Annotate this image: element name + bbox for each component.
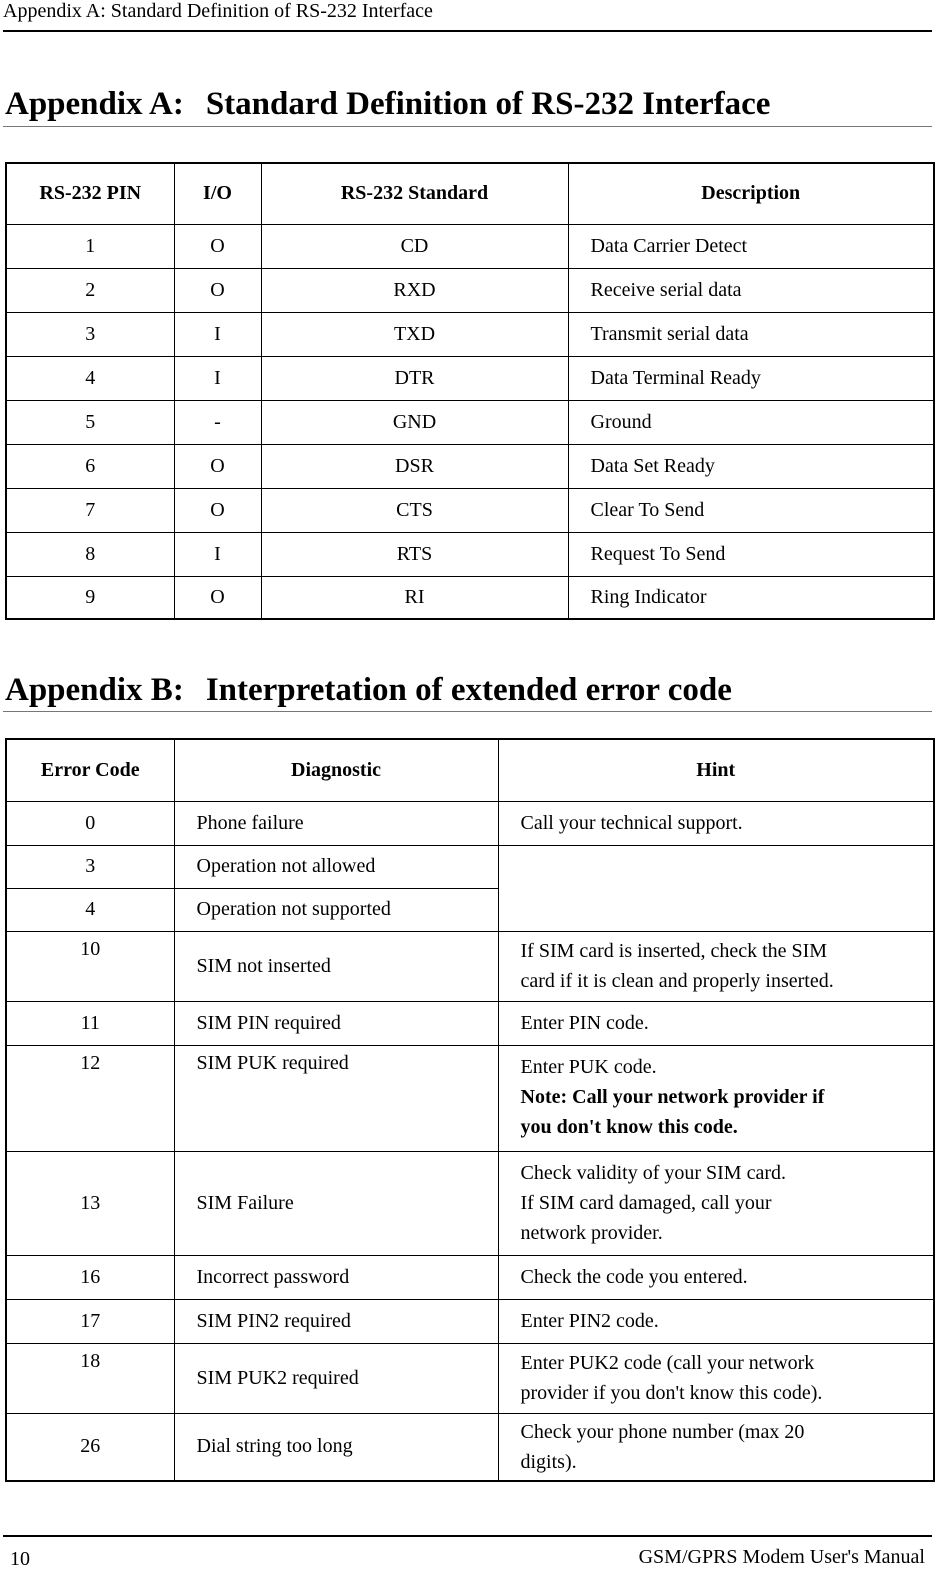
footer-manual-title: GSM/GPRS Modem User's Manual bbox=[638, 1546, 925, 1568]
table-row bbox=[6, 1001, 934, 1045]
hint-cell bbox=[498, 1045, 934, 1151]
hint-note-line: Note: Call your network provider if bbox=[520, 1085, 825, 1108]
hint-cell: Check the code you entered. bbox=[498, 1255, 934, 1299]
pin-cell: 2 bbox=[6, 268, 174, 312]
standard-cell: RXD bbox=[261, 268, 568, 312]
error-code-cell: 13 bbox=[6, 1151, 174, 1255]
io-cell: O bbox=[174, 576, 261, 619]
io-cell: O bbox=[174, 444, 261, 488]
hint-cell bbox=[498, 931, 934, 1001]
hint-note-line: you don't know this code. bbox=[520, 1115, 738, 1138]
appendix-a-label: Appendix A: bbox=[5, 86, 184, 122]
hint-line: Enter PUK code. bbox=[520, 1055, 657, 1078]
description-cell: Clear To Send bbox=[568, 488, 934, 532]
error-code-cell: 11 bbox=[6, 1001, 174, 1045]
appendix-a-rule bbox=[3, 126, 932, 127]
pin-cell: 3 bbox=[6, 312, 174, 356]
description-cell: Data Set Ready bbox=[568, 444, 934, 488]
table-row bbox=[6, 400, 934, 444]
hint-line: digits). bbox=[520, 1450, 577, 1473]
table-row bbox=[6, 845, 934, 888]
io-cell: - bbox=[174, 400, 261, 444]
io-cell: O bbox=[174, 488, 261, 532]
hint-cell bbox=[498, 1151, 934, 1255]
hint-line: Check your phone number (max 20 bbox=[520, 1420, 805, 1443]
appendix-b-label: Appendix B: bbox=[5, 672, 184, 708]
error-code-cell: 3 bbox=[6, 845, 174, 888]
diagnostic-cell: SIM Failure bbox=[174, 1151, 498, 1255]
io-cell: I bbox=[174, 532, 261, 576]
hint-cell-empty bbox=[498, 845, 934, 931]
rs232-header-standard: RS-232 Standard bbox=[261, 163, 568, 224]
pin-cell: 4 bbox=[6, 356, 174, 400]
pin-cell: 1 bbox=[6, 224, 174, 268]
table-row bbox=[6, 1255, 934, 1299]
table-row bbox=[6, 1343, 934, 1413]
hint-cell bbox=[498, 1343, 934, 1413]
hint-line: If SIM card damaged, call your bbox=[520, 1192, 772, 1214]
appendix-b-rule bbox=[3, 711, 932, 712]
error-code-cell: 0 bbox=[6, 801, 174, 845]
standard-cell: GND bbox=[261, 400, 568, 444]
description-cell: Transmit serial data bbox=[568, 312, 934, 356]
diagnostic-cell: Dial string too long bbox=[174, 1413, 498, 1481]
table-row bbox=[6, 312, 934, 356]
hint-line: provider if you don't know this code). bbox=[520, 1382, 823, 1404]
rs232-header-row bbox=[6, 163, 934, 224]
diagnostic-cell: SIM PUK2 required bbox=[174, 1343, 498, 1413]
table-row bbox=[6, 576, 934, 619]
table-row bbox=[6, 356, 934, 400]
page-number: 10 bbox=[10, 1548, 30, 1570]
table-row bbox=[6, 931, 934, 1001]
appendix-a-heading bbox=[5, 84, 770, 124]
standard-cell: TXD bbox=[261, 312, 568, 356]
table-row bbox=[6, 801, 934, 845]
description-cell: Data Carrier Detect bbox=[568, 224, 934, 268]
appendix-b-title: Interpretation of extended error code bbox=[205, 672, 732, 708]
table-row bbox=[6, 268, 934, 312]
table-row bbox=[6, 1299, 934, 1343]
hint-cell: Enter PIN2 code. bbox=[498, 1299, 934, 1343]
standard-cell: DSR bbox=[261, 444, 568, 488]
description-cell: Data Terminal Ready bbox=[568, 356, 934, 400]
pin-cell: 7 bbox=[6, 488, 174, 532]
diagnostic-cell: Incorrect password bbox=[174, 1255, 498, 1299]
error-header-row bbox=[6, 739, 934, 801]
pin-cell: 5 bbox=[6, 400, 174, 444]
description-cell: Ring Indicator bbox=[568, 576, 934, 619]
io-cell: I bbox=[174, 312, 261, 356]
standard-cell: DTR bbox=[261, 356, 568, 400]
rs232-header-description: Description bbox=[568, 163, 934, 224]
table-row bbox=[6, 444, 934, 488]
diagnostic-cell: Operation not allowed bbox=[174, 845, 498, 888]
hint-line: Enter PUK2 code (call your network bbox=[520, 1352, 815, 1374]
rs232-table bbox=[5, 162, 935, 620]
description-cell: Request To Send bbox=[568, 532, 934, 576]
error-header-code: Error Code bbox=[6, 739, 174, 801]
diagnostic-cell: SIM PIN2 required bbox=[174, 1299, 498, 1343]
diagnostic-cell: Phone failure bbox=[174, 801, 498, 845]
table-row bbox=[6, 224, 934, 268]
rs232-header-io: I/O bbox=[174, 163, 261, 224]
hint-line: card if it is clean and properly inserted. bbox=[520, 970, 834, 992]
diagnostic-cell: Operation not supported bbox=[174, 888, 498, 931]
table-row bbox=[6, 1151, 934, 1255]
hint-cell: Call your technical support. bbox=[498, 801, 934, 845]
header-rule bbox=[3, 30, 932, 32]
error-code-cell: 4 bbox=[6, 888, 174, 931]
hint-cell: Enter PIN code. bbox=[498, 1001, 934, 1045]
pin-cell: 6 bbox=[6, 444, 174, 488]
appendix-b-heading bbox=[5, 670, 732, 710]
rs232-header-pin: RS-232 PIN bbox=[6, 163, 174, 224]
appendix-a-title: Standard Definition of RS-232 Interface bbox=[205, 86, 771, 122]
io-cell: O bbox=[174, 268, 261, 312]
standard-cell: CTS bbox=[261, 488, 568, 532]
hint-cell bbox=[498, 1413, 934, 1481]
error-code-cell: 12 bbox=[6, 1045, 174, 1151]
pin-cell: 8 bbox=[6, 532, 174, 576]
error-code-cell: 17 bbox=[6, 1299, 174, 1343]
table-row bbox=[6, 488, 934, 532]
pin-cell: 9 bbox=[6, 576, 174, 619]
standard-cell: RTS bbox=[261, 532, 568, 576]
hint-line: Check validity of your SIM card. bbox=[520, 1162, 786, 1184]
error-header-diagnostic: Diagnostic bbox=[174, 739, 498, 801]
hint-line: network provider. bbox=[520, 1222, 663, 1244]
standard-cell: RI bbox=[261, 576, 568, 619]
io-cell: O bbox=[174, 224, 261, 268]
io-cell: I bbox=[174, 356, 261, 400]
error-code-table bbox=[5, 738, 935, 1482]
standard-cell: CD bbox=[261, 224, 568, 268]
description-cell: Ground bbox=[568, 400, 934, 444]
error-header-hint: Hint bbox=[498, 739, 934, 801]
description-cell: Receive serial data bbox=[568, 268, 934, 312]
table-row bbox=[6, 1413, 934, 1481]
diagnostic-cell: SIM PUK required bbox=[174, 1045, 498, 1151]
diagnostic-cell: SIM PIN required bbox=[174, 1001, 498, 1045]
error-code-cell: 16 bbox=[6, 1255, 174, 1299]
hint-line: If SIM card is inserted, check the SIM bbox=[520, 940, 828, 962]
footer-rule bbox=[3, 1535, 932, 1537]
error-code-cell: 18 bbox=[6, 1343, 174, 1413]
diagnostic-cell: SIM not inserted bbox=[174, 931, 498, 1001]
table-row bbox=[6, 1045, 934, 1151]
error-code-cell: 10 bbox=[6, 931, 174, 1001]
error-code-cell: 26 bbox=[6, 1413, 174, 1481]
running-header: Appendix A: Standard Definition of RS-232 Interface bbox=[3, 0, 433, 22]
table-row bbox=[6, 532, 934, 576]
